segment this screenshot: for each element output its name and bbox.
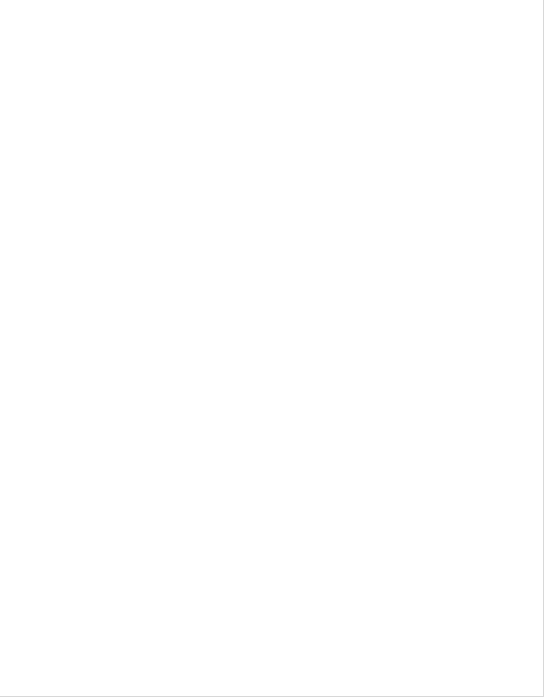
- leaf-cluster-bottom-icon: [200, 142, 350, 188]
- company-logo: [200, 70, 350, 188]
- leaf-cluster-top-icon: [200, 70, 350, 116]
